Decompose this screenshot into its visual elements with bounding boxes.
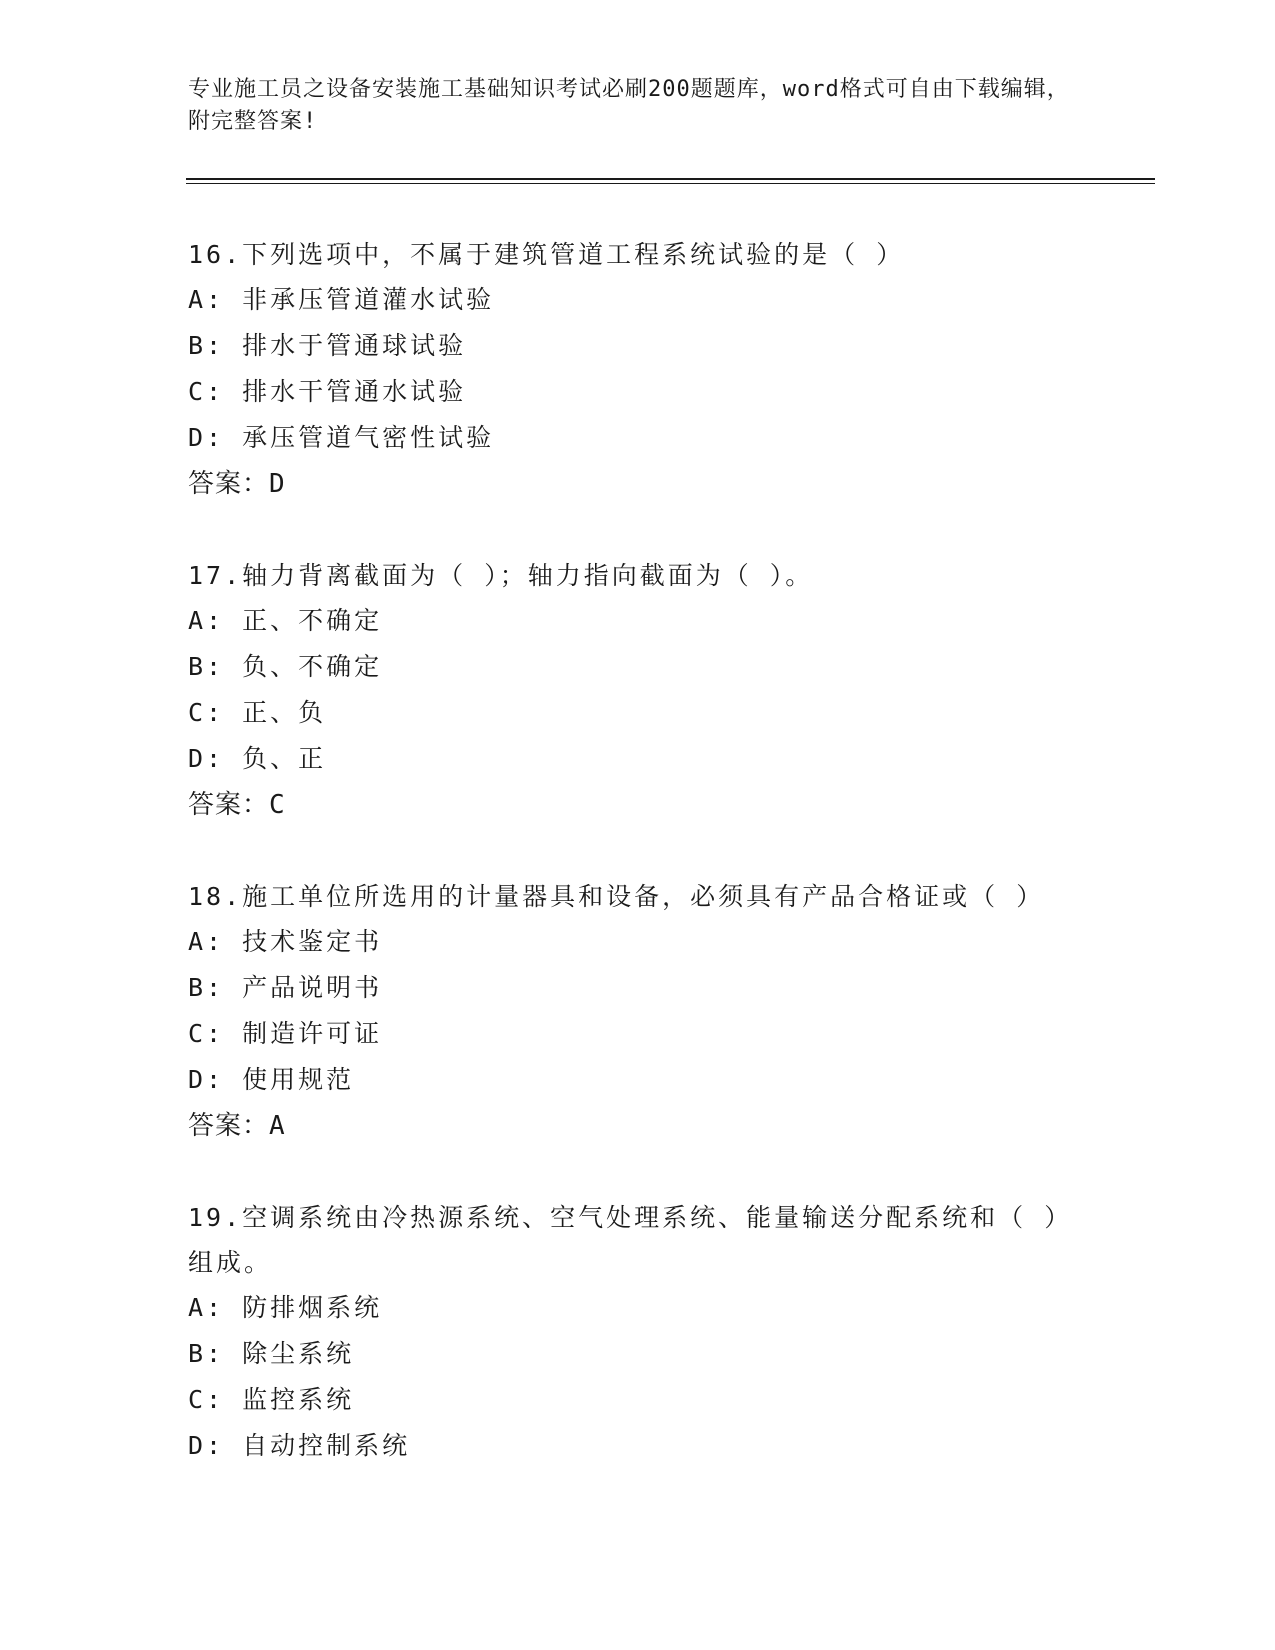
option-d: D: 负、正 — [188, 744, 327, 773]
option-a: A: 防排烟系统 — [188, 1293, 383, 1322]
option-b: B: 负、不确定 — [188, 652, 383, 681]
document-header — [188, 74, 1088, 138]
option-d: D: 承压管道气密性试验 — [188, 423, 495, 452]
answer-line: 答案：C — [188, 790, 286, 820]
header-divider-thick — [186, 178, 1155, 180]
question-stem: 17.轴力背离截面为（ ）；轴力指向截面为（ ）。 — [188, 561, 814, 590]
question-17 — [188, 553, 1088, 828]
option-c: C: 监控系统 — [188, 1385, 355, 1414]
question-16 — [188, 232, 1088, 507]
answer-line: 答案：A — [188, 1111, 286, 1141]
option-d: D: 自动控制系统 — [188, 1431, 411, 1460]
option-b: B: 产品说明书 — [188, 973, 383, 1002]
option-a: A: 正、不确定 — [188, 606, 383, 635]
option-c: C: 正、负 — [188, 698, 327, 727]
question-list — [188, 232, 1088, 1469]
option-c: C: 排水干管通水试验 — [188, 377, 467, 406]
question-stem: 19.空调系统由冷热源系统、空气处理系统、能量输送分配系统和（ ）组成。 — [188, 1203, 1073, 1277]
option-b: B: 排水于管通球试验 — [188, 331, 467, 360]
option-d: D: 使用规范 — [188, 1065, 355, 1094]
header-divider-thin — [186, 183, 1155, 184]
option-a: A: 技术鉴定书 — [188, 927, 383, 956]
option-c: C: 制造许可证 — [188, 1019, 383, 1048]
answer-line: 答案：D — [188, 469, 286, 499]
question-stem: 16.下列选项中，不属于建筑管道工程系统试验的是（ ） — [188, 240, 905, 269]
question-stem: 18.施工单位所选用的计量器具和设备，必须具有产品合格证或（ ） — [188, 882, 1045, 911]
option-a: A: 非承压管道灌水试验 — [188, 285, 495, 314]
question-18 — [188, 874, 1088, 1149]
option-b: B: 除尘系统 — [188, 1339, 355, 1368]
document-title: 专业施工员之设备安装施工基础知识考试必刷200题题库，word格式可自由下载编辑，附完整答案! — [188, 77, 1070, 134]
question-19 — [188, 1195, 1088, 1469]
